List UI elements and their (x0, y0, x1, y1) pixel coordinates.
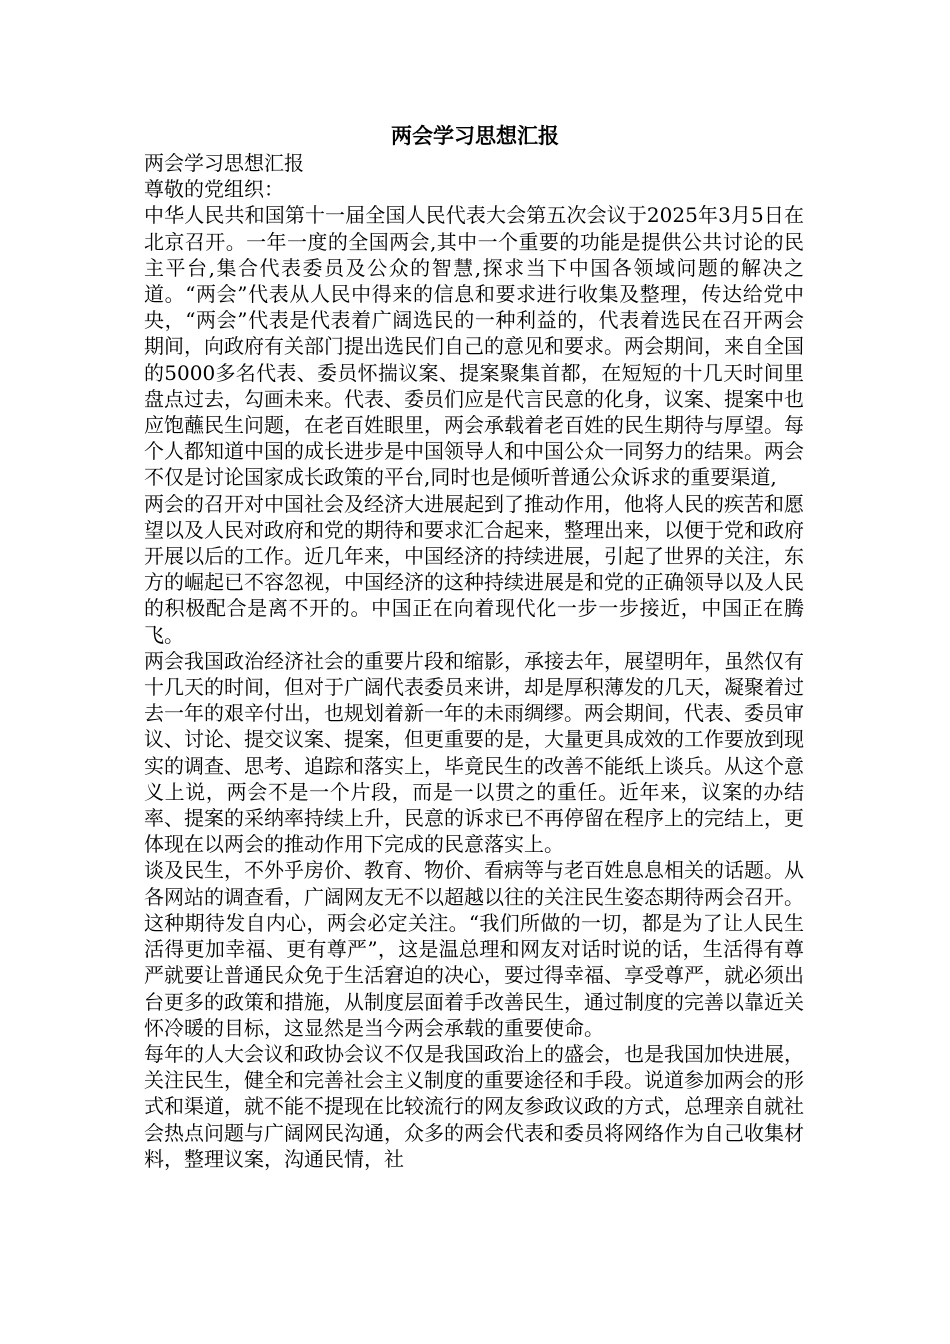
paragraph: 每年的人大会议和政协会议不仅是我国政治上的盛会，也是我国加快进展，关注民生，健全和完善社会主义制度的重要途径和手段。说道参加两会的形式和渠道，就不能不提现在比较流行的网友参政议政的方式，总理亲自就社会热点问题与广阔网民沟通，众多的两会代表和委员将网络作为自己收集材料，整理议案，沟通民情，社 (144, 1041, 804, 1171)
document-title: 两会学习思想汇报 (391, 123, 559, 148)
paragraph: 谈及民生，不外乎房价、教育、物价、看病等与老百姓息息相关的话题。从各网站的调查看，广阔网友无不以超越以往的关注民生姿态期待两会召开。这种期待发自内心，两会必定关注。“我们所做的一切，都是为了让人民生活得更加幸福、更有尊严”，这是温总理和网友对话时说的话，生活得有尊严就要让普通民众免于生活窘迫的决心，要过得幸福、享受尊严，就必须出台更多的政策和措施，从制度层面着手改善民生，通过制度的完善以靠近关怀冷暖的目标，这显然是当今两会承载的重要使命。 (144, 858, 804, 1040)
paragraph: 两会的召开对中国社会及经济大进展起到了推动作用，他将人民的疾苦和愿望以及人民对政府和党的期待和要求汇合起来，整理出来，以便于党和政府开展以后的工作。近几年来，中国经济的持续进展，引起了世界的关注，东方的崛起已不容忽视，中国经济的这种持续进展是和党的正确领导以及人民的积极配合是离不开的。中国正在向着现代化一步一步接近，中国正在腾飞。 (144, 491, 804, 647)
paragraph: 两会我国政治经济社会的重要片段和缩影，承接去年，展望明年，虽然仅有十几天的时间，但对于广阔代表委员来讲，却是厚积薄发的几天，凝聚着过去一年的艰辛付出，也规划着新一年的未雨绸缪。两会期间，代表、委员审议、讨论、提交议案、提案，但更重要的是，大量更具成效的工作要放到现实的调查、思考、追踪和落实上，毕竟民生的改善不能纸上谈兵。从这个意义上说，两会不是一个片段，而是一以贯之的重任。近年来，议案的办结率、提案的采纳率持续上升，民意的诉求已不再停留在程序上的完结上，更体现在以两会的推动作用下完成的民意落实上。 (144, 648, 804, 857)
salutation: 尊敬的党组织： (144, 177, 284, 202)
paragraph: 中华人民共和国第十一届全国人民代表大会第五次会议于2025年3月5日在北京召开。一年一度的全国两会,其中一个重要的功能是提供公共讨论的民主平台,集合代表委员及公众的智慧,探求当下中国各领域问题的解决之道。“两会”代表从人民中得来的信息和要求进行收集及整理，传达给党中央，“两会”代表是代表着广阔选民的一种利益的，代表着选民在召开两会期间，向政府有关部门提出选民们自己的意见和要求。两会期间，来自全国的5000多名代表、委员怀揣议案、提案聚集首都，在短短的十几天时间里盘点过去，勾画未来。代表、委员们应是代言民意的化身，议案、提案中也应饱蘸民生问题，在老百姓眼里，两会承载着老百姓的民生期待与厚望。每个人都知道中国的成长进步是中国领导人和中国公众一同努力的结果。两会不仅是讨论国家成长政策的平台,同时也是倾听普通公众诉求的重要渠道, (144, 203, 804, 490)
subtitle-line: 两会学习思想汇报 (144, 151, 304, 175)
document-body (144, 150, 804, 1172)
